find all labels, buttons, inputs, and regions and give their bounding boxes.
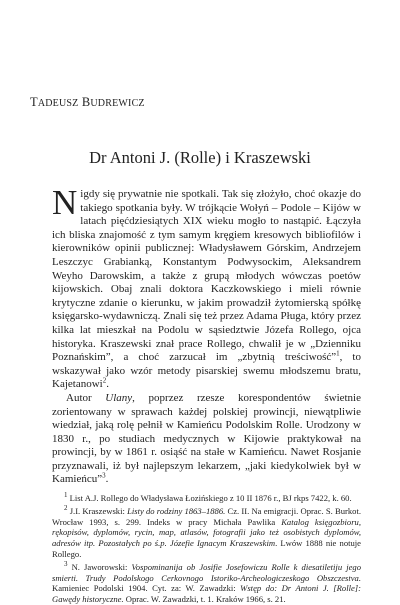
footnote-1 [52,493,361,504]
footnote-ref-2[interactable]: 2 [102,376,107,385]
paragraph-2 [52,392,361,487]
work-title-ulany: Ulany [105,391,133,404]
footnote-2-text-b: Cz. II. Na emigracji. Oprac. S. Burkot. Wrocław 1993, s. 299. Indeks w pracy Michała Pawlika [52,505,361,527]
footnote-2 [52,503,361,560]
paragraph-2-text-a: Autor [66,391,106,404]
drop-cap: N [52,183,78,222]
article-title: Dr Antoni J. (Rolle) i Kraszewski [89,148,311,167]
author-last-initial: B [81,95,91,109]
paragraph-1-text-c: . [106,378,109,391]
author-first-rest: ADEUSZ [37,98,79,109]
author-name [30,95,145,110]
footnote-2-italic-a: Listy do rodziny 1863–1886. [127,505,226,516]
footnote-ref-3[interactable]: 3 [102,471,106,480]
paragraph-2-text-c: . [105,473,109,486]
footnote-ref-1[interactable]: 1 [336,349,340,358]
author-last-rest: UDREWICZ [90,98,145,109]
footnote-3-italic-a: Vospominanija ob Josifie Josefowiczu Rolle k diesatiletiju jego smierti. Trudy Podolskogo Cerkovnogo Istoriko-Archeologiczeskogo Obszczestva. [52,561,361,583]
footnote-3-text-c: Oprac. W. Zawadzki, t. 1. Kraków 1966, s. 21. [123,594,286,605]
footnote-3-text-a: N. Jaworowski: [67,561,132,572]
footnote-1-number: 1 [64,491,68,500]
paragraph-2-text-b: , poprzez rzesze korespondentów świetnie zorientowany w sprawach każdej polskiej prowincji, niewątpliwie wiedział, jaką rolę pełnił w Kamieńcu Podolskim Rolle. Urodzony w 1830 r., po studiach medycznych w Kijowie praktykował na prowincji, by w 1861 r. osiąść na stałe w Kamieńcu. Nawet Rosjanie przyznawali, iż był najlepszym lekarzem, „jaki kiedykolwiek był w Kamieńcu” [52,391,361,486]
footnotes [52,493,361,605]
paragraph-1 [52,183,361,392]
footnote-3-italic-b: Wstęp do: Dr Antoni J. [Rolle]: Gawędy historyczne. [52,583,361,605]
footnote-3 [52,559,361,605]
footnote-2-text-c: . Lwów 1888 nie notuje Rollego. [52,538,361,559]
footnote-2-number: 2 [64,503,68,512]
footnote-2-text-a: J.I. Kraszewski: [67,505,128,516]
paragraph-1-text-a: igdy się prywatnie nie spotkali. Tak się złożyło, choć okazje do takiego spotkania były. W trójkącie Wołyń – Podole – Kijów w latach pięćdziesiątych XIX wieku mogło to nastąpić. Łączyła ich bliska znajomość z tym samym kręgiem kresowych bibliofilów i kierowników opinii publicznej: Władysławem Górskim, Andrzejem Leszczyc Grabianką, Konstantym Podwysockim, Aleksandrem Weyho Darowskim, a także z grupą młodych wówczas poetów kijowskich. Obaj znali doktora Kaczkowskiego i mieli równie krytyczne zdanie o kierunku, w jakim prowadził żytomierską spółkę księgarsko-wydawniczą. Znali się też przez Adama Pługa, który przez kilka lat mieszkał na Podolu w sąsiedztwie Józefa Rollego, ojca historyka. Kraszewski znał prace Rollego, chwalił je w „Dzienniku Poznańskim”, a choć zarzucał im „zbytnią treściwość” [52,188,361,364]
footnote-1-text: List A.J. Rollego do Władysława Łozińskiego z 10 II 1876 r., BJ rkps 7422, k. 60. [67,493,352,503]
paragraph-1-text-b: , to wskazywał jako wzór metody pisarskiej swemu młodszemu bratu, Kajetanowi [52,351,361,391]
article-body [52,183,361,487]
footnote-2-italic-b: Katalog księgozbioru, rękopisów, dyplomów, rycin, map, atlasów, fotografii jako też osobistych dyplomów, adresów itp. Pozostałych po ś.p. Józefie Ignacym Kraszewskim [52,516,361,549]
footnote-3-text-b: Kamieniec Podolski 1904. Cyt. za: W. Zawadzki: [52,583,241,594]
footnote-3-number: 3 [64,559,68,568]
author-first-initial: T [30,95,38,109]
